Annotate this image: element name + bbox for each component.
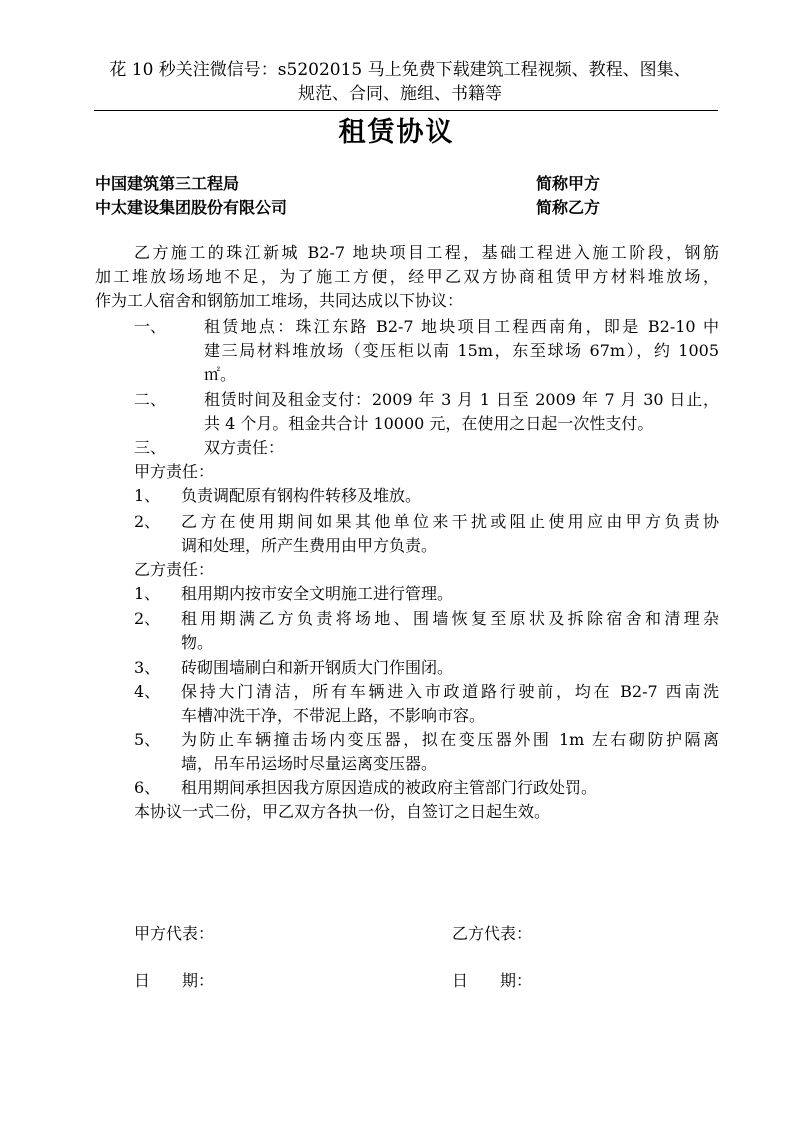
section-2-line-2: 共 4 个月。租金共合计 10000 元，在使用之日起一次性支付。 [204, 414, 654, 433]
intro-line-2: 加工堆放场场地不足，为了施工方便，经甲乙双方协商租赁甲方材料堆放场， [95, 267, 719, 286]
header-note-line-2: 规范、合同、施组、书籍等 [298, 84, 502, 104]
header-divider [94, 110, 718, 111]
section-1-line-2: 建三局材料堆放场（变压柜以南 15m，东至球场 67m），约 1005 [204, 341, 719, 360]
party-b-item-2-line-1: 租用期满乙方负责将场地、围墙恢复至原状及拆除宿舍和清理杂 [181, 609, 719, 628]
closing-statement: 本协议一式二份，甲乙双方各执一份，自签订之日起生效。 [134, 802, 551, 821]
party-b-item-3-text: 砖砌围墙刷白和新开钢质大门作围闭。 [181, 658, 454, 677]
party-b-item-4-number: 4、 [134, 682, 161, 701]
intro-line-3: 作为工人宿舍和钢筋加工堆场，共同达成以下协议： [95, 291, 464, 310]
party-b-item-1-number: 1、 [134, 584, 161, 603]
party-b-item-1-text: 租用期内按市安全文明施工进行管理。 [181, 584, 454, 603]
party-b-item-5-line-1: 为防止车辆撞击场内变压器，拟在变压器外围 1m 左右砌防护隔离 [181, 730, 719, 749]
party-b-item-4-line-1: 保持大门清洁，所有车辆进入市政道路行驶前，均在 B2-7 西南洗 [181, 682, 719, 701]
party-a-representative-label: 甲方代表： [134, 924, 215, 943]
party-a-name: 中国建筑第三工程局 [95, 174, 240, 193]
party-a-item-1-text: 负责调配原有钢构件转移及堆放。 [181, 486, 422, 505]
section-3-number: 三、 [134, 438, 167, 457]
section-2-number: 二、 [134, 390, 167, 409]
party-a-item-1-number: 1、 [134, 486, 161, 505]
document-title: 租赁协议 [338, 117, 455, 148]
party-a-item-2-line-1: 乙方在使用期间如果其他单位来干扰或阻止使用应由甲方负责协 [181, 512, 719, 531]
party-b-item-3-number: 3、 [134, 658, 161, 677]
party-a-item-2-line-2: 调和处理，所产生费用由甲方负责。 [181, 536, 438, 555]
section-3-line-1: 双方责任： [204, 438, 285, 457]
section-1-line-3: ㎡。 [204, 365, 237, 384]
party-a-abbreviation: 简称甲方 [536, 174, 601, 193]
party-b-item-2-line-2: 物。 [181, 633, 214, 652]
intro-line-1: 乙方施工的珠江新城 B2-7 地块项目工程，基础工程进入施工阶段，钢筋 [134, 243, 719, 262]
section-1-line-1: 租赁地点：珠江东路 B2-7 地块项目工程西南角，即是 B2-10 中 [204, 317, 719, 336]
party-b-item-2-number: 2、 [134, 609, 161, 628]
header-note-line-1: 花 10 秒关注微信号：s5202015 马上免费下载建筑工程视频、教程、图集、 [109, 60, 691, 80]
section-2-line-1: 租赁时间及租金支付：2009 年 3 月 1 日至 2009 年 7 月 30 日止， [204, 390, 719, 409]
party-b-representative-label: 乙方代表： [452, 924, 533, 943]
party-b-date-label: 日 期： [452, 971, 533, 990]
party-b-responsibility-heading: 乙方责任： [134, 560, 215, 579]
party-b-item-4-line-2: 车槽冲洗干净，不带泥上路，不影响市容。 [181, 706, 486, 725]
party-b-item-6-number: 6、 [134, 778, 161, 797]
party-b-abbreviation: 简称乙方 [536, 198, 601, 217]
party-b-item-6-text: 租用期间承担因我方原因造成的被政府主管部门行政处罚。 [181, 778, 598, 797]
section-1-number: 一、 [134, 317, 167, 336]
party-a-responsibility-heading: 甲方责任： [134, 462, 215, 481]
party-b-name: 中太建设集团股份有限公司 [95, 198, 288, 217]
party-a-date-label: 日 期： [134, 971, 215, 990]
header-note [80, 58, 720, 106]
party-a-item-2-number: 2、 [134, 512, 161, 531]
party-b-item-5-line-2: 墙，吊车吊运场时尽量运离变压器。 [181, 754, 438, 773]
party-b-item-5-number: 5、 [134, 730, 161, 749]
